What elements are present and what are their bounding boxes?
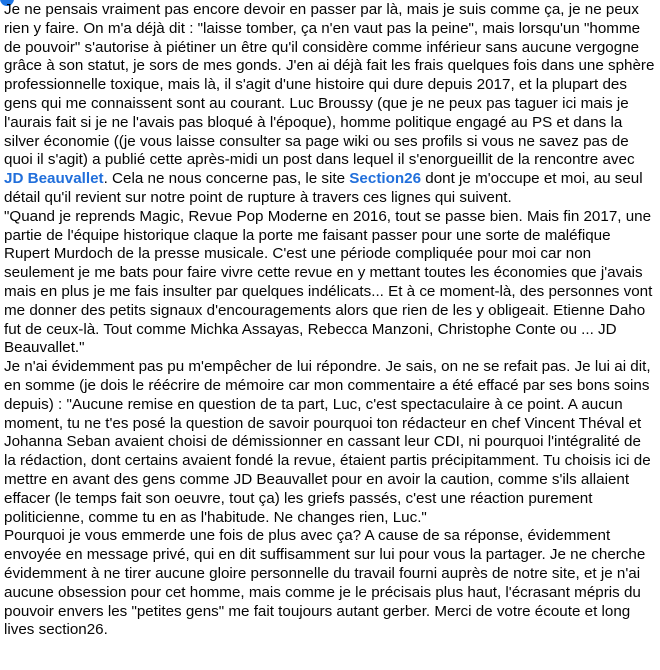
post-paragraph-3: Je n'ai évidemment pas pu m'empêcher de lui répondre. Je sais, on ne se refait pas. Je lui ai dit, en somme (je dois le réécrire de mémoire car mon commentaire a été effacé par ses bons soins depuis) : "Aucune remise en question de ta part, Luc, c'est spectaculaire à ce point. A aucun moment, tu ne t'es posé la question de savoir pourquoi ton rédacteur en chef Vincent Théval et Johanna Seban avaient choisi de démissionner en cassant leur CDI, ni pourquoi l'intégralité de la rédaction, dont certains avaient fondé la revue, étaient partis précipitamment. Tu choisis ici de mettre en avant des gens comme JD Beauvallet pour en avoir la caution, comme s'ils allaient effacer (le temps fait son oeuvre, tout ça) les griefs passés, c'est une réaction purement politicienne, comme tu en as l'habitude. Ne changes rien, Luc."	[4, 358, 651, 526]
mention-link-section26[interactable]: Section26	[349, 170, 422, 188]
paragraph-text: dont je m'occupe et moi, au seul détail qu'il revient sur notre point de rupture à travers ces lignes qui suivent.	[4, 170, 643, 206]
post-body	[4, 1, 656, 640]
post-paragraph-4: Pourquoi je vous emmerde une fois de plus avec ça? A cause de sa réponse, évidemment envoyée en message privé, qui en dit suffisamment sur lui pour vous la partager. Je ne cherche évidemment à ne tirer aucune gloire personnelle du travail fourni auprès de notre site, et je n'ai aucune obsession pour cet homme, mais comme je le précisais plus haut, l'écrasant mépris du pouvoir envers les "petites gens" me fait toujours autant gerber. Merci de votre écoute et long lives section26.	[4, 527, 646, 639]
post-paragraph-1	[4, 1, 656, 208]
paragraph-text: Je ne pensais vraiment pas encore devoir en passer par là, mais je suis comme ça, je ne peux rien y faire. On m'a déjà dit : "laisse tomber, ça n'en vaut pas la peine", mais lorsqu'un "homme de pouvoir" s'autorise à piétiner un être qu'il considère comme inférieur sans aucune vergogne grâce à son statut, je sors de mes gonds. J'en ai déjà fait les frais quelques fois dans une sphère professionnelle toxique, mais là, il s'agit d'une histoire qui dure depuis 2017, et la plupart des gens qui me connaissent sont au courant. Luc Broussy (que je ne peux pas taguer ici mais je l'aurais fait si je ne l'avais pas bloqué à l'époque), homme politique engagé au PS et dans la silver économie ((je vous laisse consulter sa page wiki ou ses profils si vous ne savez pas de quoi il s'agit) a publié cette après-midi un post dans lequel il s'enorgueillit de la rencontre avec	[4, 1, 655, 169]
mention-link-jd-beauvallet[interactable]: JD Beauvallet	[4, 170, 104, 188]
post-paragraph-2: "Quand je reprends Magic, Revue Pop Moderne en 2016, tout se passe bien. Mais fin 2017, une partie de l'équipe historique claque la porte me faisant passer pour une sorte de maléfique Rupert Murdoch de la presse musicale. C'est une période compliquée pour moi car non seulement je me bats pour faire vivre cette revue en y mettant toutes les économies que j'avais mais en plus je me fais insulter par quelques indélicats... Et à ce moment-là, des personnes vont me donner des petits signaux d'encouragements alors que rien de les y obligeait. Etienne Daho fut de ceux-là. Tout comme Michka Assayas, Rebecca Manzoni, Christophe Conte ou ... JD Beauvallet."	[4, 207, 653, 357]
paragraph-text: . Cela ne nous concerne pas, le site	[103, 170, 350, 188]
